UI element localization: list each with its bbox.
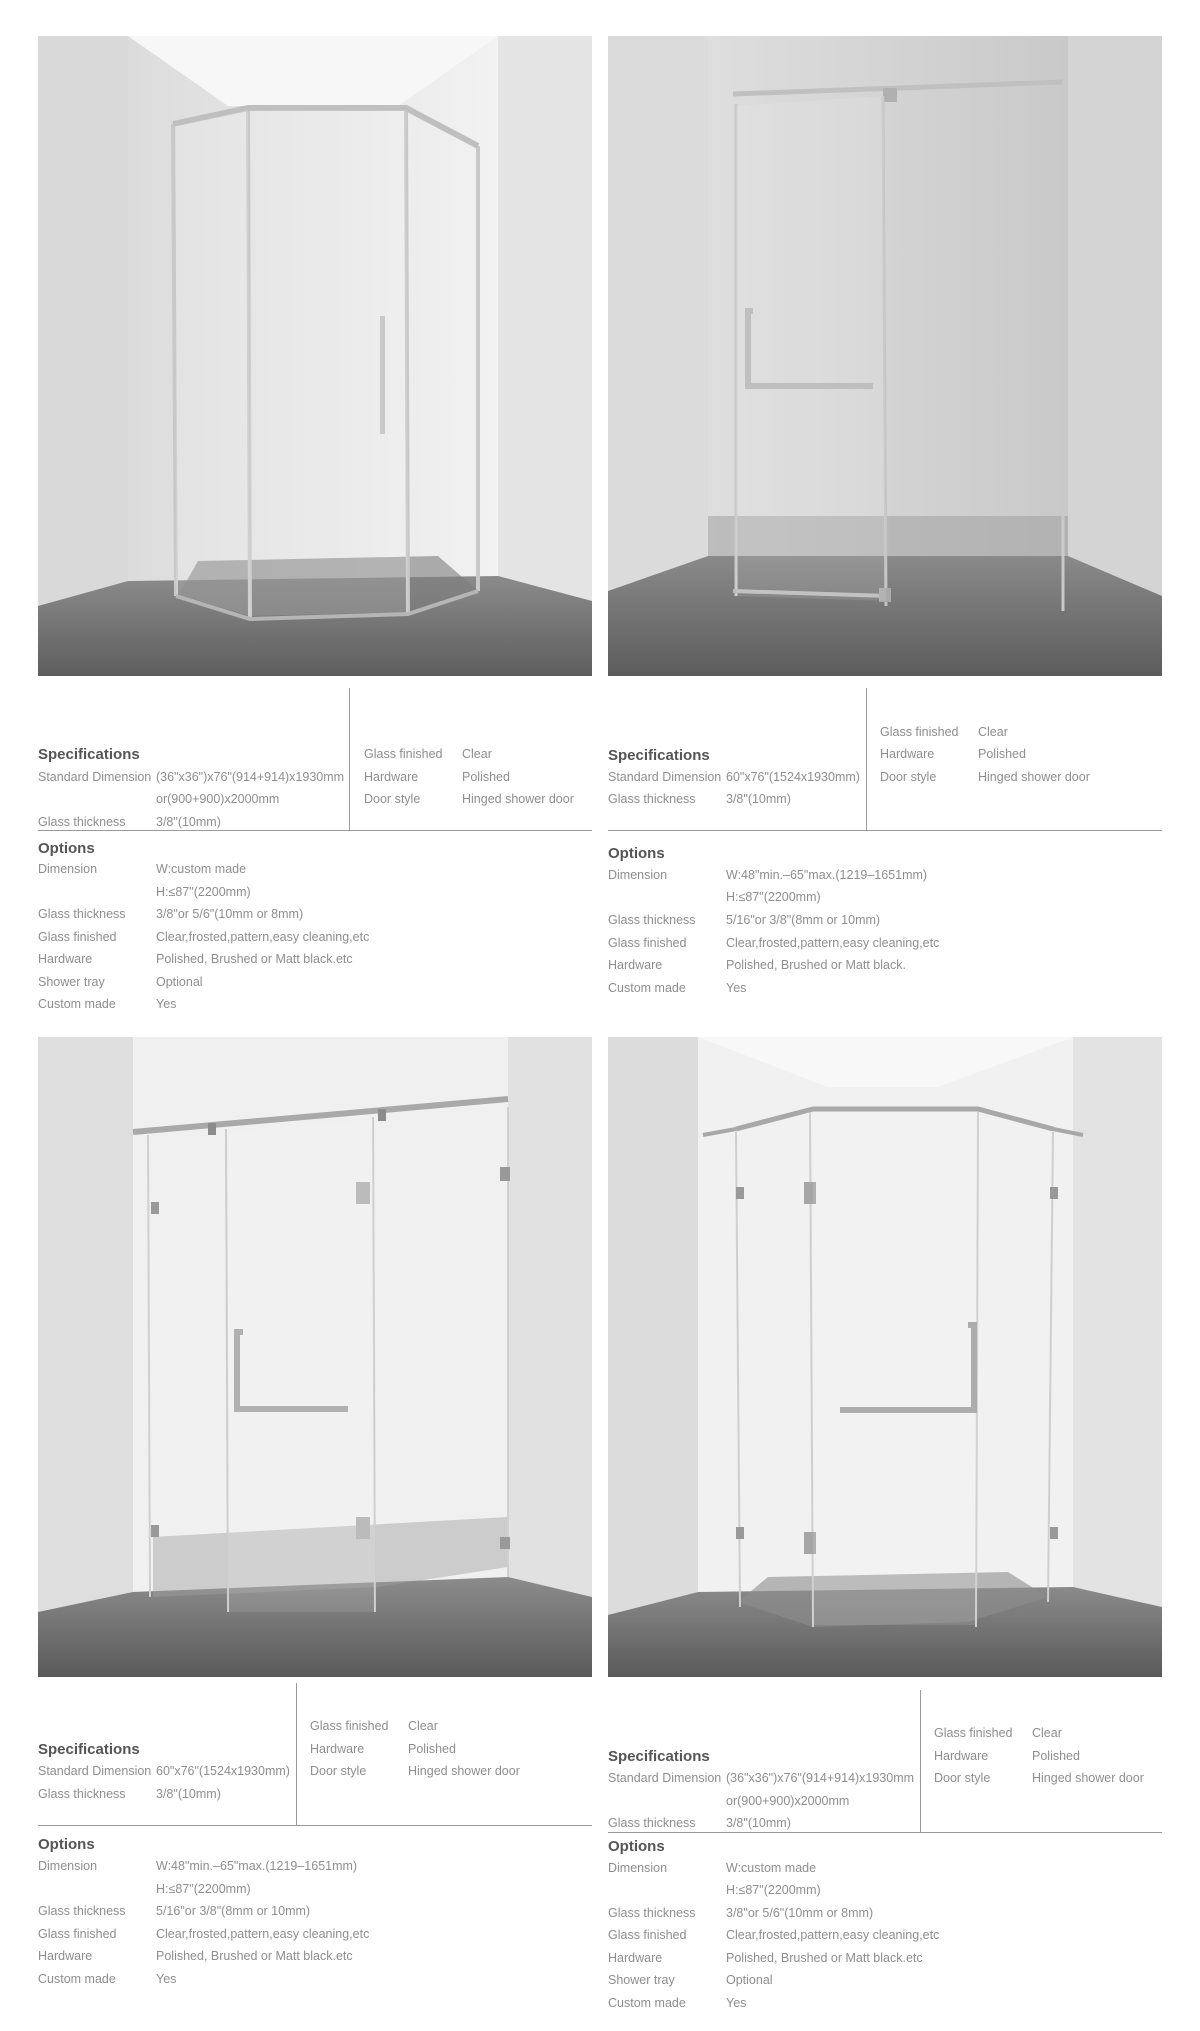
- option-value: Clear,frosted,pattern,easy cleaning,etc: [726, 1928, 940, 1942]
- specifications-heading: Specifications: [608, 1748, 710, 1765]
- options-heading: Options: [38, 1836, 95, 1853]
- spec-block-4: [608, 1690, 1162, 2020]
- option-label: Dimension: [608, 868, 668, 882]
- option-value: Polished, Brushed or Matt black.: [726, 958, 906, 972]
- product-photo-alcove-door: [608, 36, 1162, 676]
- spec-label: Standard Dimension: [608, 770, 722, 784]
- option-value: Yes: [156, 1972, 177, 1986]
- option-label: Glass thickness: [38, 907, 126, 921]
- spec-value: Hinged shower door: [462, 792, 574, 806]
- spec-value: Clear: [408, 1719, 438, 1733]
- option-value: H:≤87"(2200mm): [156, 1882, 251, 1896]
- spec-value: or(900+900)x2000mm: [156, 792, 280, 806]
- option-value: 3/8"or 5/6"(10mm or 8mm): [726, 1906, 874, 1920]
- option-label: Custom made: [38, 1972, 116, 1986]
- option-label: Shower tray: [38, 975, 105, 989]
- spec-label: Glass thickness: [38, 1787, 126, 1801]
- option-value: Optional: [156, 975, 203, 989]
- option-value: Polished, Brushed or Matt black.etc: [156, 952, 353, 966]
- spec-label: Hardware: [310, 1742, 365, 1756]
- spec-value: Polished: [462, 770, 510, 784]
- option-value: W:custom made: [726, 1861, 817, 1875]
- option-value: Yes: [726, 981, 747, 995]
- spec-value: Clear: [1032, 1726, 1062, 1740]
- option-value: H:≤87"(2200mm): [726, 1883, 821, 1897]
- option-value: W:custom made: [156, 862, 247, 876]
- divider-horizontal: [38, 830, 592, 831]
- divider-vertical: [866, 688, 867, 830]
- specifications-heading: Specifications: [38, 746, 140, 763]
- option-label: Glass thickness: [608, 913, 696, 927]
- product-photo-frameless-neo-angle: [608, 1037, 1162, 1677]
- option-label: Glass finished: [38, 930, 117, 944]
- option-value: 5/16"or 3/8"(8mm or 10mm): [156, 1904, 311, 1918]
- spec-label: Standard Dimension: [38, 770, 152, 784]
- spec-label: Door style: [880, 770, 937, 784]
- spec-value: Hinged shower door: [978, 770, 1090, 784]
- spec-value: 3/8"(10mm): [726, 792, 791, 806]
- options-heading: Options: [38, 840, 95, 857]
- spec-block-3: [38, 1683, 592, 2013]
- option-label: Custom made: [38, 997, 116, 1011]
- option-value: 3/8"or 5/6"(10mm or 8mm): [156, 907, 304, 921]
- spec-value: 3/8"(10mm): [726, 1816, 791, 1830]
- neo-angle-enclosure-image: [38, 36, 592, 676]
- frameless-neo-angle-image: [608, 1037, 1162, 1677]
- options-heading: Options: [608, 1838, 665, 1855]
- option-label: Dimension: [38, 862, 98, 876]
- spec-value: 60"x76"(1524x1930mm): [726, 770, 860, 784]
- option-value: H:≤87"(2200mm): [156, 885, 251, 899]
- spec-value: or(900+900)x2000mm: [726, 1794, 850, 1808]
- divider-vertical: [296, 1683, 297, 1825]
- spec-value: (36"x36")x76"(914+914)x1930mm: [726, 1771, 915, 1785]
- product-photo-three-panel: [38, 1037, 592, 1677]
- divider-horizontal: [608, 830, 1162, 831]
- spec-label: Standard Dimension: [38, 1764, 152, 1778]
- spec-value: 3/8"(10mm): [156, 1787, 221, 1801]
- spec-value: Clear: [462, 747, 492, 761]
- option-value: Yes: [156, 997, 177, 1011]
- option-label: Hardware: [38, 952, 93, 966]
- spec-value: (36"x36")x76"(914+914)x1930mm: [156, 770, 345, 784]
- spec-label: Glass thickness: [38, 815, 126, 829]
- option-label: Shower tray: [608, 1973, 675, 1987]
- spec-label: Glass thickness: [608, 1816, 696, 1830]
- option-value: Yes: [726, 1996, 747, 2010]
- option-label: Hardware: [608, 1951, 663, 1965]
- spec-value: 3/8"(10mm): [156, 815, 221, 829]
- option-label: Custom made: [608, 981, 686, 995]
- option-value: Clear,frosted,pattern,easy cleaning,etc: [156, 930, 370, 944]
- divider-vertical: [349, 688, 350, 830]
- option-label: Dimension: [38, 1859, 98, 1873]
- product-photo-neo-angle: [38, 36, 592, 676]
- spec-label: Door style: [364, 792, 421, 806]
- option-label: Glass thickness: [38, 1904, 126, 1918]
- spec-label: Glass finished: [364, 747, 443, 761]
- option-label: Custom made: [608, 1996, 686, 2010]
- spec-value: Polished: [408, 1742, 456, 1756]
- option-value: 5/16"or 3/8"(8mm or 10mm): [726, 913, 881, 927]
- options-heading: Options: [608, 845, 665, 862]
- option-label: Hardware: [608, 958, 663, 972]
- option-value: Polished, Brushed or Matt black.etc: [726, 1951, 923, 1965]
- spec-label: Glass thickness: [608, 792, 696, 806]
- spec-label: Door style: [310, 1764, 367, 1778]
- spec-label: Hardware: [364, 770, 419, 784]
- option-value: H:≤87"(2200mm): [726, 890, 821, 904]
- spec-value: Polished: [978, 747, 1026, 761]
- option-value: Clear,frosted,pattern,easy cleaning,etc: [156, 1927, 370, 1941]
- option-label: Glass finished: [608, 936, 687, 950]
- spec-value: 60"x76"(1524x1930mm): [156, 1764, 290, 1778]
- spec-label: Glass finished: [934, 1726, 1013, 1740]
- spec-block-2: [608, 688, 1162, 1018]
- option-label: Dimension: [608, 1861, 668, 1875]
- spec-label: Hardware: [880, 747, 935, 761]
- spec-label: Glass finished: [880, 725, 959, 739]
- spec-label: Standard Dimension: [608, 1771, 722, 1785]
- option-label: Hardware: [38, 1949, 93, 1963]
- spec-value: Hinged shower door: [1032, 1771, 1144, 1785]
- divider-horizontal: [608, 1832, 1162, 1833]
- divider-horizontal: [38, 1825, 592, 1826]
- spec-value: Polished: [1032, 1749, 1080, 1763]
- spec-label: Door style: [934, 1771, 991, 1785]
- option-label: Glass finished: [608, 1928, 687, 1942]
- option-value: Polished, Brushed or Matt black.etc: [156, 1949, 353, 1963]
- specifications-heading: Specifications: [38, 1741, 140, 1758]
- spec-value: Hinged shower door: [408, 1764, 520, 1778]
- option-value: Clear,frosted,pattern,easy cleaning,etc: [726, 936, 940, 950]
- option-label: Glass thickness: [608, 1906, 696, 1920]
- option-label: Glass finished: [38, 1927, 117, 1941]
- divider-vertical: [920, 1690, 921, 1832]
- spec-value: Clear: [978, 725, 1008, 739]
- option-value: W:48"min.–65"max.(1219–1651mm): [156, 1859, 358, 1873]
- specifications-heading: Specifications: [608, 747, 710, 764]
- three-panel-hinged-door-image: [38, 1037, 592, 1677]
- option-value: Optional: [726, 1973, 773, 1987]
- spec-label: Hardware: [934, 1749, 989, 1763]
- spec-block-1: [38, 688, 592, 1018]
- option-value: W:48"min.–65"max.(1219–1651mm): [726, 868, 928, 882]
- alcove-hinged-door-image: [608, 36, 1162, 676]
- spec-label: Glass finished: [310, 1719, 389, 1733]
